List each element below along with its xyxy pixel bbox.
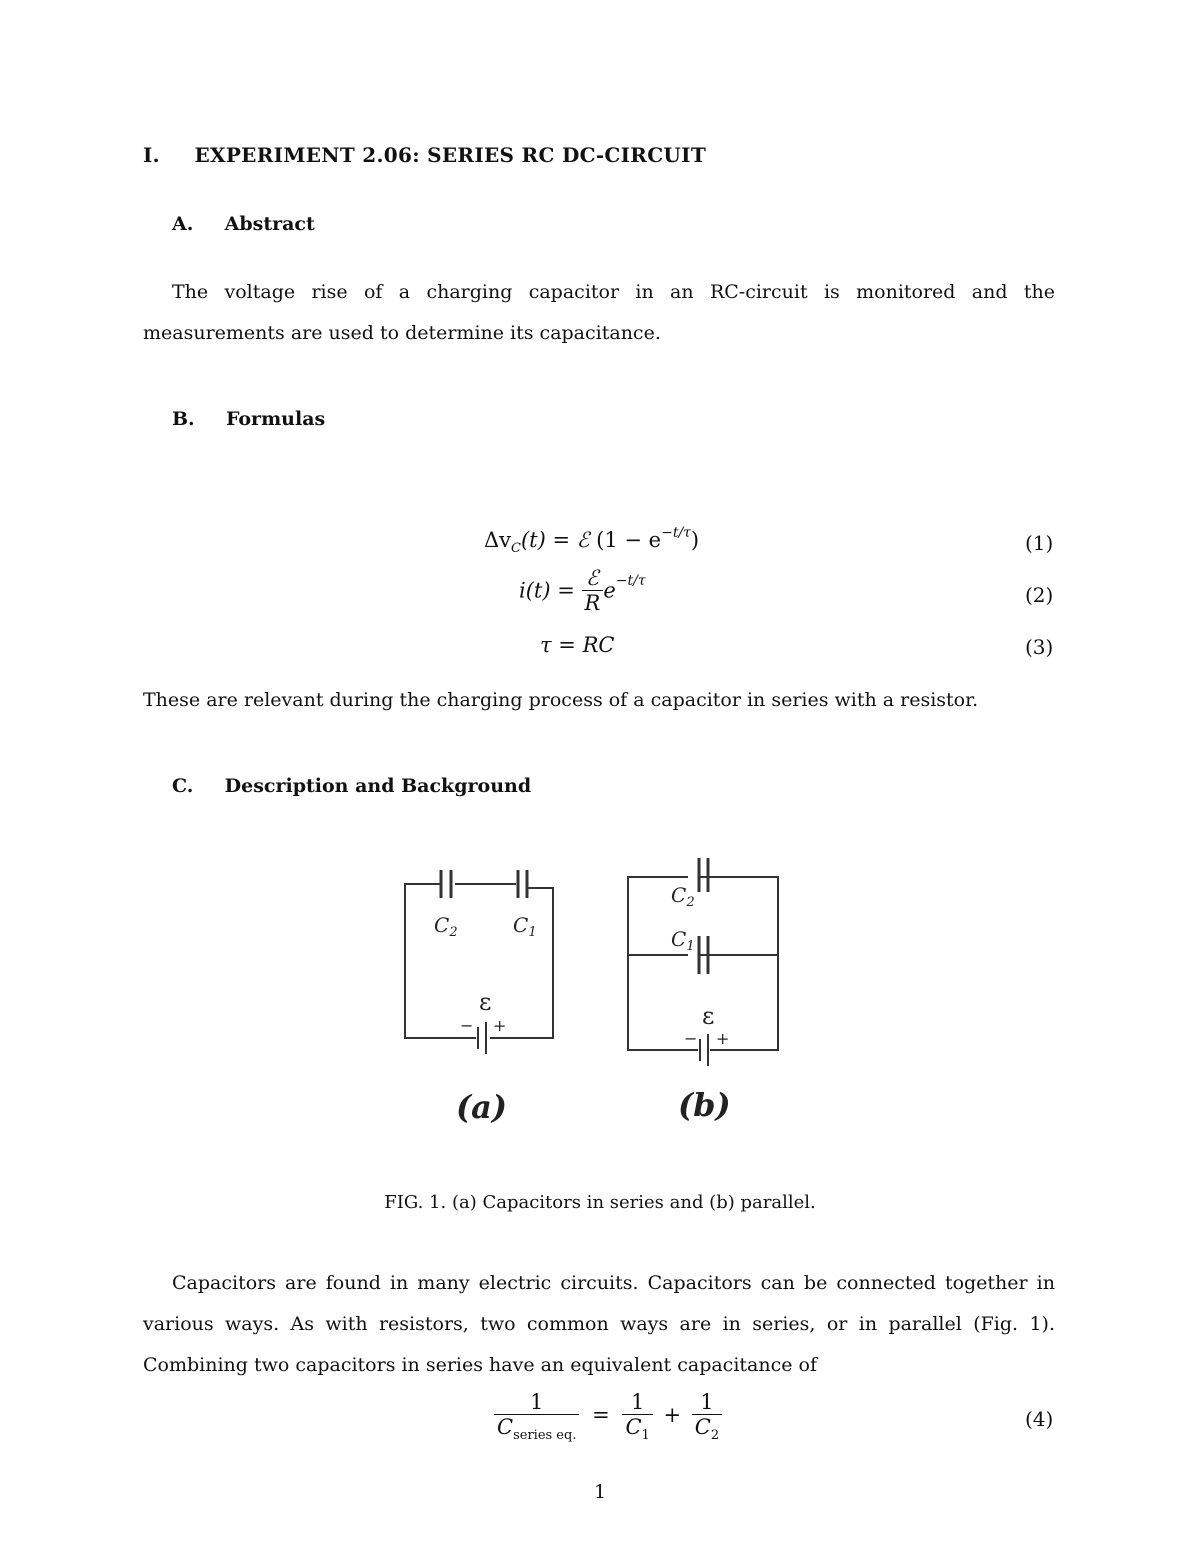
formulas-title: Formulas	[225, 408, 326, 430]
formulas-letter: B.	[172, 408, 195, 430]
figure-caption: FIG. 1. (a) Capacitors in series and (b) parallel.	[384, 1192, 816, 1213]
abstract-letter: A.	[172, 213, 194, 235]
background-paragraph: Capacitors are found in many electric circuits. Capacitors can be connected together in various ways. As with resistors, two common ways are in series, or in parallel (Fig. 1). Combining two capacitors in series have an equivalent capacitance of	[143, 1272, 1055, 1376]
equation-1: $\Delta v_C(t)$ = ℰ $(1 - e^{-t/\tau})$	[484, 525, 700, 556]
equation-2-number: (2)	[1025, 583, 1054, 607]
section-number: I.	[143, 143, 160, 167]
capacitor-c2-b	[699, 858, 708, 892]
equation-3: τ = RC	[540, 633, 615, 657]
equation-1-number: (1)	[1025, 531, 1054, 555]
abstract-text: The voltage rise of a charging capacitor in an RC-circuit is monitored and the measurements are used to determine its capacitance.	[143, 281, 1055, 344]
capacitor-c1-a	[518, 870, 527, 898]
battery-a	[478, 1022, 486, 1054]
capacitor-c2-a	[441, 870, 451, 898]
label-emf-b: ε	[702, 1002, 715, 1030]
background-heading	[172, 775, 531, 797]
background-letter: C.	[172, 775, 194, 797]
figure-1	[380, 840, 820, 1140]
label-c2-b: $C_2$	[671, 883, 695, 910]
section-title: EXPERIMENT 2.06: SERIES RC DC-CIRCUIT	[194, 143, 707, 167]
battery-b	[700, 1034, 708, 1066]
formulas-heading	[172, 408, 325, 430]
section-heading	[143, 143, 706, 167]
label-b: (b)	[678, 1086, 731, 1124]
label-minus-a: −	[460, 1016, 474, 1035]
equation-2: i(t) = $\frac{\text{ℰ}}{R}$ $e^{-t/\tau}$	[519, 566, 646, 615]
equation-4-number: (4)	[1025, 1407, 1054, 1431]
label-plus-b: +	[716, 1029, 730, 1048]
label-minus-b: −	[684, 1029, 698, 1048]
abstract-title: Abstract	[224, 213, 315, 235]
equation-4: $\frac{1}{C_{series eq.}}$ = $\frac{1}{C_1}$ + $\frac{1}{C_2}$	[494, 1390, 722, 1439]
formulas-note: These are relevant during the charging process of a capacitor in series with a resistor.	[143, 689, 979, 711]
label-a: (a)	[456, 1088, 508, 1126]
label-plus-a: +	[493, 1016, 507, 1035]
background-title: Description and Background	[224, 775, 532, 797]
label-emf-a: ε	[479, 988, 492, 1016]
label-c2-a: $C_2$	[434, 913, 458, 940]
page-number: 1	[593, 1481, 607, 1503]
label-c1-a: $C_1$	[513, 913, 537, 940]
abstract-heading	[172, 213, 315, 235]
label-c1-b: $C_1$	[671, 927, 695, 954]
equation-3-number: (3)	[1025, 635, 1054, 659]
